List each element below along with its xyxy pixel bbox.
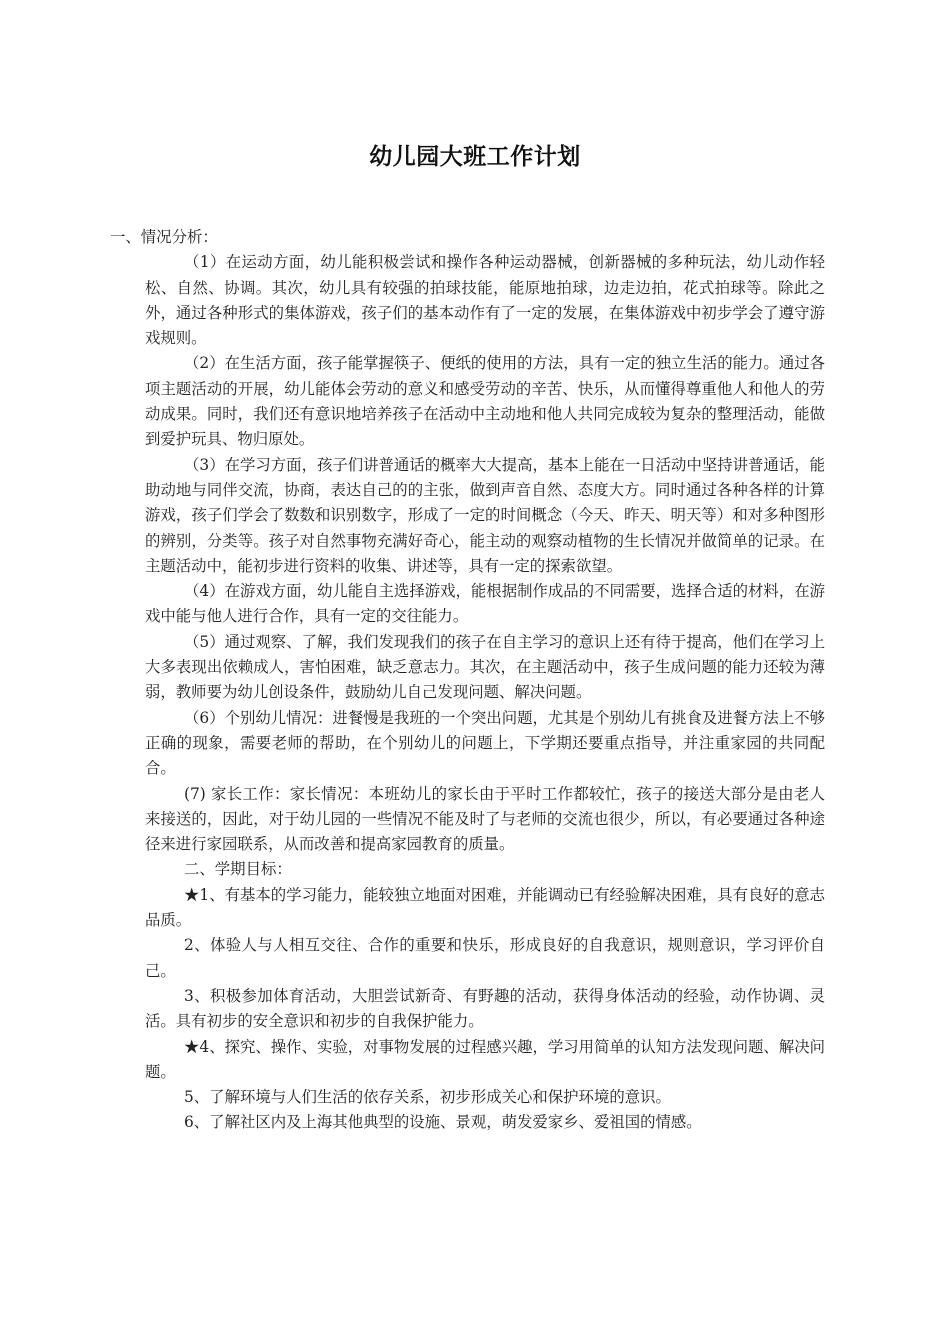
goal-paragraph-1: ★1、有基本的学习能力，能较独立地面对困难，并能调动已有经验解决困难，具有良好的意志品质。	[145, 885, 825, 930]
section-heading-goals: 二、学期目标：	[184, 860, 292, 879]
analysis-paragraph-7: (7) 家长工作：家长情况：本班幼儿的家长由于平时工作都较忙，孩子的接送大部分是由老人来接送的，因此，对于幼儿园的一些情况不能及时了与老师的交流也很少，所以，有必要通过各种途径来进行家园联系，从而改善和提高家园教育的质量。	[145, 784, 825, 854]
analysis-paragraph-1: （1）在运动方面，幼儿能积极尝试和操作各种运动器械，创新器械的多种玩法，幼儿动作轻松、自然、协调。其次，幼儿具有较强的拍球技能，能原地拍球，边走边拍，花式拍球等。除此之外，通过各种形式的集体游戏，孩子们的基本动作有了一定的发展，在集体游戏中初步学会了遵守游戏规则。	[145, 253, 825, 348]
section-heading-analysis: 一、情况分析：	[110, 228, 218, 246]
goal-paragraph-3: 3、积极参加体育活动，大胆尝试新奇、有野趣的活动，获得身体活动的经验，动作协调、灵活。具有初步的安全意识和初步的自我保护能力。	[145, 986, 825, 1031]
goal-paragraph-5: 5、了解环境与人们生活的依存关系，初步形成关心和保护环境的意识。	[184, 1088, 671, 1107]
goal-paragraph-4: ★4、探究、操作、实验，对事物发展的过程感兴趣，学习用简单的认知方法发现问题、解决问题。	[145, 1037, 825, 1081]
analysis-paragraph-4: （4）在游戏方面，幼儿能自主选择游戏，能根据制作成品的不同需要，选择合适的材料，在游戏中能与他人进行合作，具有一定的交往能力。	[145, 582, 825, 626]
goal-paragraph-6: 6、了解社区内及上海其他典型的设施、景观，萌发爱家乡、爱祖国的情感。	[184, 1113, 702, 1132]
document-body	[110, 225, 825, 1136]
analysis-paragraph-3: （3）在学习方面，孩子们讲普通话的概率大大提高，基本上能在一日活动中坚持讲普通话，能助动地与同伴交流，协商，表达自己的的主张，做到声音自然、态度大方。同时通过各种各样的计算游戏，孩子们学会了数数和识别数字，形成了一定的时间概念（今天、昨天、明天等）和对多种图形的辨别，分类等。孩子对自然事物充满好奇心，能主动的观察动植物的生长情况并做简单的记录。在主题活动中，能初步进行资料的收集、讲述等，具有一定的探索欲望。	[145, 455, 825, 575]
analysis-paragraph-5: （5）通过观察、了解，我们发现我们的孩子在自主学习的意识上还有待于提高，他们在学习上大多表现出依赖成人，害怕困难，缺乏意志力。其次，在主题活动中，孩子生成问题的能力还较为薄弱，教师要为幼儿创设条件，鼓励幼儿自己发现问题、解决问题。	[145, 632, 825, 702]
analysis-paragraph-2: （2）在生活方面，孩子能掌握筷子、便纸的使用的方法，具有一定的独立生活的能力。通过各项主题活动的开展，幼儿能体会劳动的意义和感受劳动的辛苦、快乐，从而懂得尊重他人和他人的劳动成果。同时，我们还有意识地培养孩子在活动中主动地和他人共同完成较为复杂的整理活动，能做到爱护玩具、物归原处。	[145, 354, 825, 449]
goal-paragraph-2: 2、体验人与人相互交往、合作的重要和快乐，形成良好的自我意识，规则意识，学习评价自己。	[145, 936, 825, 980]
document-title: 幼儿园大班工作计划	[369, 144, 581, 170]
analysis-paragraph-6: （6）个别幼儿情况：进餐慢是我班的一个突出问题，尤其是个别幼儿有挑食及进餐方法上不够正确的现象，需要老师的帮助，在个别幼儿的问题上，下学期还要重点指导，并注重家园的共同配合。	[145, 708, 825, 778]
